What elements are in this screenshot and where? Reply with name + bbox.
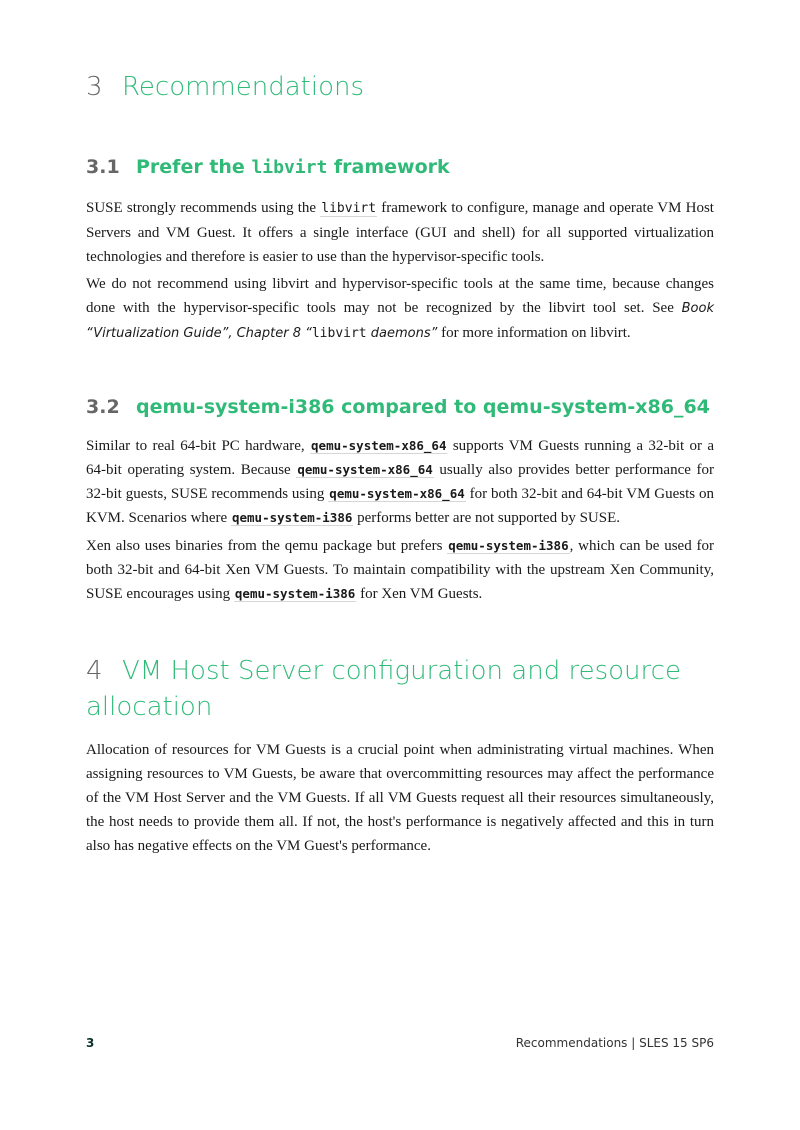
- ref-text: Book “Virtualization Guide”, Chapter 8 “: [86, 301, 714, 341]
- page-number: 3: [86, 1036, 95, 1050]
- section-3-heading: [86, 69, 714, 105]
- text: Xen also uses binaries from the qemu package but prefers: [86, 538, 448, 554]
- section-3-2-heading: [86, 394, 710, 420]
- running-title: Recommendations | SLES 15 SP6: [515, 1036, 714, 1050]
- section-number: 3.2: [86, 396, 120, 418]
- command-code: qemu-system-x86_64: [329, 486, 465, 501]
- paragraph: Allocation of resources for VM Guests is a crucial point when administrating virtual machines. When assigning resources to VM Guests, be aware that overcommitting resources may affect the performance of the VM Host Server and the VM Guests. If all VM Guests request all their resources simultaneously, the host needs to provide them all. If not, the host's performance is negatively affected and this in turn also has negative effects on the VM Guest's performance.: [86, 742, 714, 854]
- paragraph: [86, 272, 714, 346]
- ref-text: daemons”: [366, 326, 438, 341]
- section-title-code: libvirt: [251, 157, 328, 178]
- text: , which can be used for both 32-bit and 64-bit Xen VM Guests. To maintain compatibility with the upstream Xen Community, SUSE encourages using: [86, 538, 714, 602]
- paragraph: [86, 534, 714, 606]
- command-code: qemu-system-i386: [448, 538, 569, 553]
- section-3-1-heading: [86, 154, 450, 181]
- text: We do not recommend using libvirt and hypervisor-specific tools at the same time, because changes done with the hypervisor-specific tools may not be recognized by the libvirt tool set. See: [86, 276, 714, 316]
- ref-code: libvirt: [311, 326, 367, 341]
- text: for both 32-bit and 64-bit VM Guests on KVM. Scenarios where: [86, 486, 714, 526]
- section-title: qemu-system-i386 compared to qemu-system-x86_64: [136, 396, 710, 418]
- text: for more information on libvirt.: [437, 325, 631, 341]
- text: SUSE strongly recommends using the: [86, 200, 321, 216]
- text: usually also provides better performance for 32-bit guests, SUSE recommends using: [86, 462, 714, 502]
- text: for Xen VM Guests.: [356, 586, 483, 602]
- inline-code: libvirt: [321, 201, 377, 216]
- section-number: 3.1: [86, 156, 120, 178]
- command-code: qemu-system-x86_64: [297, 462, 433, 477]
- section-title: Recommendations: [122, 72, 365, 102]
- paragraph: [86, 196, 714, 269]
- command-code: qemu-system-i386: [234, 586, 356, 601]
- section-title: VM Host Server configuration and resource allocation: [86, 656, 681, 722]
- section-title-pre: Prefer the: [136, 156, 252, 178]
- section-number: 3: [86, 72, 103, 102]
- paragraph: [86, 434, 714, 530]
- text: performs better are not supported by SUSE.: [353, 510, 620, 526]
- text: framework to configure, manage and operate VM Host Servers and VM Guest. It offers a single interface (GUI and shell) for all supported virtualization technologies and therefore is easier to use than the hypervisor-specific tools.: [86, 200, 714, 265]
- text: Similar to real 64-bit PC hardware,: [86, 438, 311, 454]
- section-4-heading: [86, 653, 714, 725]
- command-code: qemu-system-i386: [231, 510, 353, 525]
- section-title-post: framework: [327, 156, 450, 178]
- section-number: 4: [86, 656, 103, 686]
- command-code: qemu-system-x86_64: [311, 438, 447, 453]
- text: supports VM Guests running a 32-bit or a 64-bit operating system. Because: [86, 438, 714, 478]
